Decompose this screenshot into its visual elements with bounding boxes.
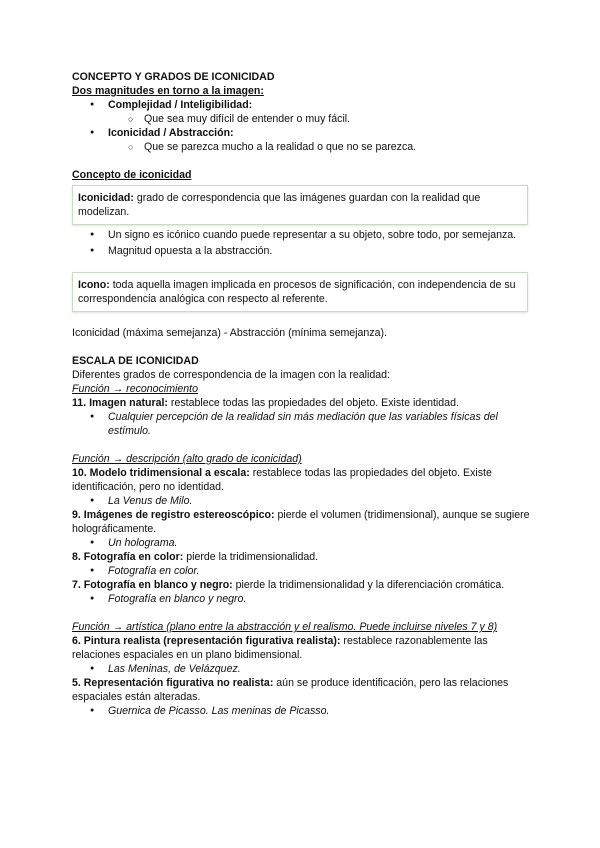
page-title: CONCEPTO Y GRADOS DE ICONICIDAD [72, 71, 275, 83]
scale-item-7: 7. Fotografía en blanco y negro: pierde la tridimensionalidad y la diferenciación cromática. [72, 579, 505, 591]
example-item: ● La Venus de Milo. [72, 494, 530, 508]
document-page [72, 70, 530, 718]
example-item: ● Las Meninas, de Velázquez. [72, 662, 530, 676]
scale-item-10: 10. Modelo tridimensional a escala: restablece todas las propiedades del objeto. Existe identificación, pero no identidad. [72, 467, 492, 493]
definition-box-iconicidad [72, 185, 528, 225]
definition-text: grado de correspondencia que las imágenes guardan con la realidad que modelizan. [78, 192, 481, 218]
list-subitem: ○ Que sea muy difícil de entender o muy fácil. [72, 112, 530, 126]
scale-item-9: 9. Imágenes de registro estereoscópico: pierde el volumen (tridimensional), aunque se sugiere holográficamente. [72, 509, 530, 535]
definition-term: Icono: [78, 279, 110, 291]
concepto-list [72, 228, 530, 258]
function-heading: Función → reconocimiento [72, 383, 199, 395]
list-subitem: ○ Que se parezca mucho a la realidad o que no se parezca. [72, 140, 530, 154]
list-item: ● Magnitud opuesta a la abstracción. [72, 244, 530, 258]
escala-heading: ESCALA DE ICONICIDAD [72, 355, 199, 367]
scale-item-6: 6. Pintura realista (representación figurativa realista): restablece razonablemente las relaciones espaciales en un plano bidimensional. [72, 635, 488, 661]
scale-item-11: 11. Imagen natural: restablece todas las propiedades del objeto. Existe identidad. [72, 397, 459, 409]
function-heading: Función → artística (plano entre la abstracción y el realismo. Puede incluirse niveles 7 y 8) [72, 621, 498, 633]
list-item: ● Iconicidad / Abstracción: [72, 126, 530, 140]
definition-term: Iconicidad: [78, 192, 134, 204]
example-item: ● Fotografía en color. [72, 564, 530, 578]
definition-box-icono [72, 272, 528, 312]
example-item: ● Un holograma. [72, 536, 530, 550]
list-item: ● Complejidad / Inteligibilidad: [72, 98, 530, 112]
definition-text: toda aquella imagen implicada en procesos de significación, con independencia de su correspondencia analógica con respecto al referente. [78, 279, 516, 305]
list-item: ● Un signo es icónico cuando puede representar a su objeto, sobre todo, por semejanza. [72, 228, 530, 242]
example-item: ● Fotografía en blanco y negro. [72, 592, 530, 606]
magnitudes-heading: Dos magnitudes en torno a la imagen: [72, 85, 264, 97]
iconicidad-range: Iconicidad (máxima semejanza) - Abstracción (mínima semejanza). [72, 327, 387, 339]
scale-item-8: 8. Fotografía en color: pierde la tridimensionalidad. [72, 551, 319, 563]
magnitudes-list [72, 98, 530, 154]
example-item: ● Cualquier percepción de la realidad sin más mediación que las variables físicas del estímulo. [72, 410, 530, 438]
example-item: ● Guernica de Picasso. Las meninas de Picasso. [72, 704, 530, 718]
concepto-heading: Concepto de iconicidad [72, 169, 192, 181]
escala-intro: Diferentes grados de correspondencia de la imagen con la realidad: [72, 369, 391, 381]
function-heading: Función → descripción (alto grado de iconicidad) [72, 453, 302, 465]
scale-item-5: 5. Representación figurativa no realista: aún se produce identificación, pero las relaciones espaciales están alteradas. [72, 677, 509, 703]
